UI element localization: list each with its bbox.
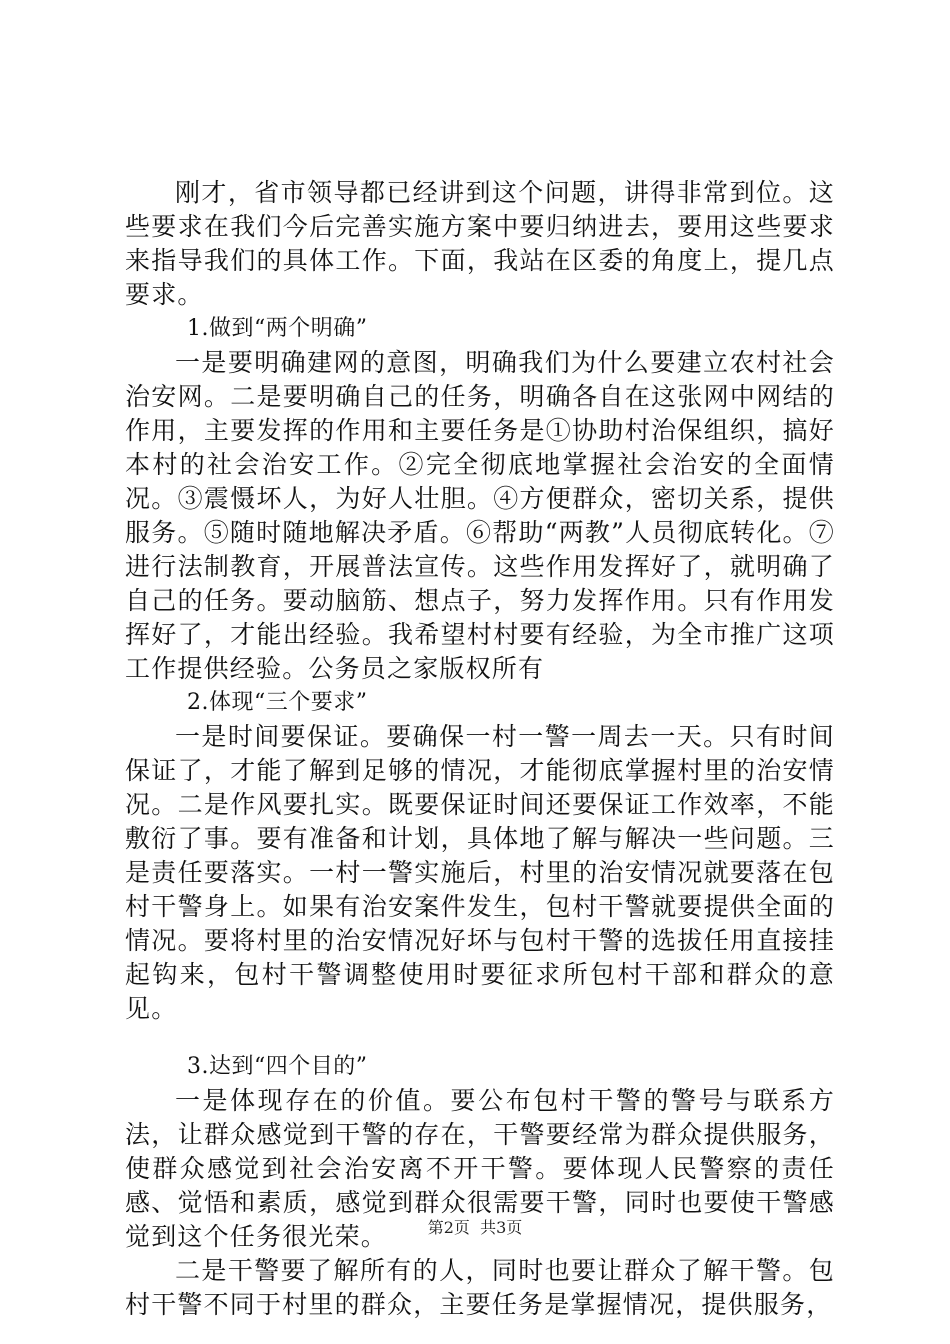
paragraph-section-3b: 二是干警要了解所有的人，同时也要让群众了解干警。包村干警不同于村里的群众，主要任务是掌握情况，提供服务，: [125, 1256, 835, 1319]
paragraph-intro: 刚才，省市领导都已经讲到这个问题，讲得非常到位。这些要求在我们今后完善实施方案中要归纳进去，要用这些要求来指导我们的具体工作。下面，我站在区委的角度上，提几点要求。: [125, 178, 835, 309]
page-number: 第2页 共3页: [427, 1218, 523, 1237]
page-footer: [0, 1218, 950, 1238]
paragraph-section-1: 一是要明确建网的意图，明确我们为什么要建立农村社会治安网。二是要明确自己的任务，明确各自在这张网中网结的作用，主要发挥的作用和主要任务是①协助村治保组织，搞好本村的社会治安工作。②完全彻底地掌握社会治安的全面情况。③震慑坏人，为好人壮胆。④方便群众，密切关系，提供服务。⑤随时随地解决矛盾。⑥帮助“两教”人员彻底转化。⑦进行法制教育，开展普法宣传。这些作用发挥好了，就明确了自己的任务。要动脑筋、想点子，努力发挥作用。只有作用发挥好了，才能出经验。我希望村村要有经验，为全市推广这项工作提供经验。公务员之家版权所有: [125, 348, 835, 683]
section-heading-1: 1.做到“两个明确”: [187, 316, 368, 341]
document-body: [125, 176, 835, 1322]
paragraph-section-3a: 一是体现存在的价值。要公布包村干警的警号与联系方法，让群众感觉到干警的存在，干警要经常为群众提供服务，使群众感觉到社会治安离不开干警。要体现人民警察的责任感、觉悟和素质，感觉到群众很需要干警，同时也要使干警感觉到这个任务很光荣。: [125, 1086, 835, 1251]
paragraph-section-2: 一是时间要保证。要确保一村一警一周去一天。只有时间保证了，才能了解到足够的情况，才能彻底掌握村里的治安情况。二是作风要扎实。既要保证时间还要保证工作效率，不能敷衍了事。要有准备和计划，具体地了解与解决一些问题。三是责任要落实。一村一警实施后，村里的治安情况就要落在包村干警身上。如果有治安案件发生，包村干警就要提供全面的情况。要将村里的治安情况好坏与包村干警的选拔任用直接挂起钩来，包村干警调整使用时要征求所包村干部和群众的意见。: [125, 722, 835, 1023]
section-heading-2: 2.体现“三个要求”: [187, 690, 368, 715]
section-heading-3: 3.达到“四个目的”: [187, 1054, 368, 1079]
